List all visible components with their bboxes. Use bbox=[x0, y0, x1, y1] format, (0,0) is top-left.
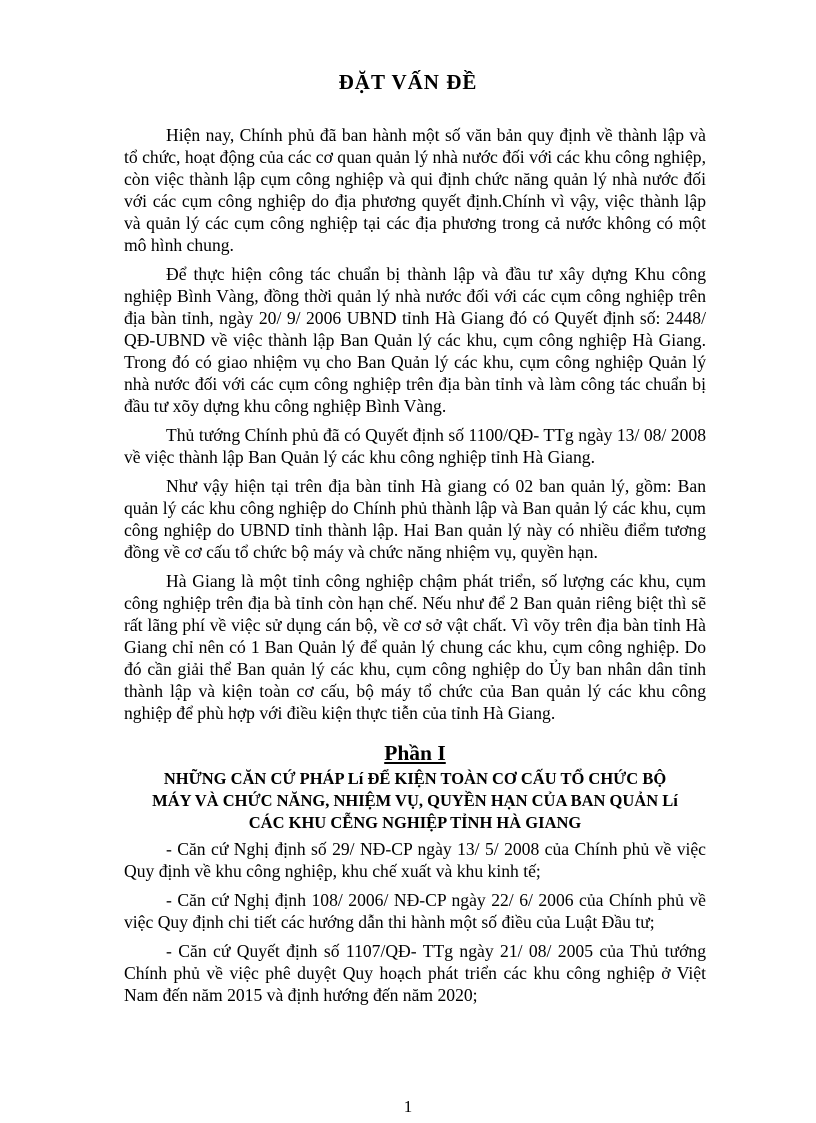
part-subtitle-line: NHỮNG CĂN CỨ PHÁP Lí ĐỂ KIỆN TOÀN CƠ CẤU TỔ CHỨC BỘ bbox=[163, 769, 667, 788]
document-body bbox=[124, 124, 706, 1013]
paragraph: Để thực hiện công tác chuẩn bị thành lập và đầu tư xây dựng Khu công nghiệp Bình Vàng, đồng thời quản lý nhà nước đối với các cụm công nghiệp trên địa bàn tỉnh, ngày 20/ 9/ 2006 UBND tỉnh Hà Giang đó có Quyết định số: 2448/ QĐ-UBND về việc thành lập Ban Quản lý các khu, cụm công nghiệp Hà Giang. Trong đó có giao nhiệm vụ cho Ban Quản lý các khu, cụm công nghiệp Quản lý nhà nước đối với các cụm công nghiệp trên địa bàn tỉnh và làm công tác chuẩn bị đầu tư xõy dựng khu công nghiệp Bình Vàng. bbox=[124, 264, 706, 416]
part-subtitle-line: MÁY VÀ CHỨC NĂNG, NHIỆM VỤ, QUYỀN HẠN CỦA BAN QUẢN Lí bbox=[152, 791, 678, 810]
legal-basis-item: - Căn cứ Quyết định số 1107/QĐ- TTg ngày 21/ 08/ 2005 của Thủ tướng Chính phủ về việc phê duyệt Quy hoạch phát triển các khu công nghiệp ở Việt Nam đến năm 2015 và định hướng đến năm 2020; bbox=[124, 941, 706, 1005]
paragraph: Hiện nay, Chính phủ đã ban hành một số văn bản quy định về thành lập và tổ chức, hoạt động của các cơ quan quản lý nhà nước đối với các khu công nghiệp, còn việc thành lập cụm công nghiệp và qui định chức năng quản lý nhà nước đối với các cụm công nghiệp do địa phương quyết định.Chính vì vậy, việc thành lập và quản lý các cụm công nghiệp tại các địa phương trong cả nước không có một mô hình chung. bbox=[124, 125, 706, 255]
page-title: ĐẶT VẤN ĐỀ bbox=[338, 70, 478, 94]
legal-basis-item: - Căn cứ Nghị định số 29/ NĐ-CP ngày 13/ 5/ 2008 của Chính phủ về việc Quy định về khu công nghiệp, khu chế xuất và khu kinh tế; bbox=[124, 839, 706, 881]
paragraph: Thủ tướng Chính phủ đã có Quyết định số 1100/QĐ- TTg ngày 13/ 08/ 2008 về việc thành lập Ban Quản lý các khu công nghiệp tỉnh Hà Giang. bbox=[124, 425, 706, 467]
legal-basis-item: - Căn cứ Nghị định 108/ 2006/ NĐ-CP ngày 22/ 6/ 2006 của Chính phủ về việc Quy định chi tiết các hướng dẫn thi hành một số điều của Luật Đầu tư; bbox=[124, 890, 706, 932]
part-heading: Phần I bbox=[384, 741, 446, 765]
page-number: 1 bbox=[403, 1097, 413, 1116]
paragraph: Như vậy hiện tại trên địa bàn tỉnh Hà giang có 02 ban quản lý, gồm: Ban quản lý các khu công nghiệp do Chính phủ thành lập và Ban quản lý các khu, cụm công nghiệp do UBND tỉnh thành lập. Hai Ban quản lý này có nhiều điểm tương đồng về cơ cấu tổ chức bộ máy và chức năng nhiệm vụ, quyền hạn. bbox=[124, 476, 706, 562]
paragraph: Hà Giang là một tỉnh công nghiệp chậm phát triển, số lượng các khu, cụm công nghiệp trên địa bà tỉnh còn hạn chế. Nếu như để 2 Ban quản riêng biệt thì sẽ rất lãng phí về việc sử dụng cán bộ, về cơ sở vật chất. Vì võy trên địa bàn tỉnh Hà Giang chỉ nên có 1 Ban Quản lý để quản lý chung các khu, cụm công nghiệp. Do đó cần giải thể Ban quản lý các khu, cụm công nghiệp do Ủy ban nhân dân tỉnh thành lập và kiện toàn cơ cấu, bộ máy tổ chức của Ban quản lý các khu công nghiệp để phù hợp với điều kiện thực tiễn của tỉnh Hà Giang. bbox=[124, 571, 706, 723]
part-subtitle-line: CÁC KHU CỄNG NGHIỆP TỈNH HÀ GIANG bbox=[248, 813, 582, 832]
part-subtitle bbox=[124, 768, 706, 834]
